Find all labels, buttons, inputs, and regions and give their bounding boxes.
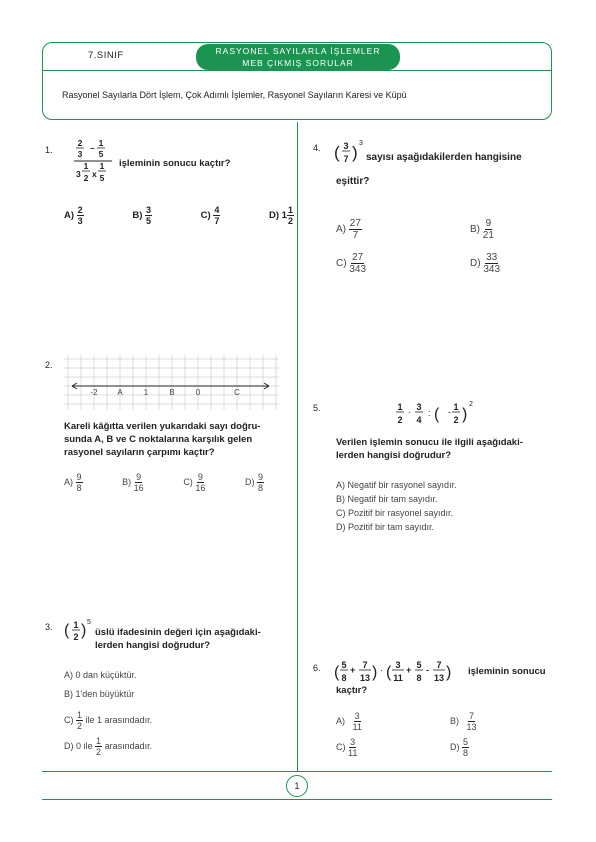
footer-line-bottom bbox=[42, 799, 552, 800]
svg-text:5: 5 bbox=[98, 149, 104, 159]
axis-label-0: 0 bbox=[195, 388, 201, 397]
q2-number-line bbox=[64, 355, 279, 410]
q1-expression bbox=[72, 138, 120, 188]
svg-text:): ) bbox=[352, 143, 358, 162]
svg-text:1: 1 bbox=[397, 402, 403, 412]
svg-text:2: 2 bbox=[453, 415, 459, 425]
svg-text:+: + bbox=[350, 665, 356, 675]
svg-text:3: 3 bbox=[77, 149, 83, 159]
svg-text:13: 13 bbox=[433, 673, 445, 683]
svg-text:7: 7 bbox=[343, 154, 349, 164]
svg-text:4: 4 bbox=[416, 415, 422, 425]
q4-number: 4. bbox=[313, 143, 321, 153]
grade-label: 7.SINIF bbox=[88, 50, 124, 61]
q1-option-b[interactable]: B) $\frac{3}{5}$ bbox=[132, 205, 152, 226]
svg-text:8: 8 bbox=[416, 673, 422, 683]
header-divider bbox=[42, 70, 552, 71]
svg-text:7: 7 bbox=[362, 660, 368, 670]
svg-text:(: ( bbox=[434, 406, 440, 423]
q6-question-2: kaçtır? bbox=[336, 685, 368, 696]
svg-text::: : bbox=[428, 408, 431, 418]
q5-expression bbox=[390, 398, 480, 428]
q2-option-a[interactable]: A) $\frac{9}{8}$ bbox=[64, 472, 82, 493]
q6-option-d[interactable]: D) $\frac{5}{8}$ bbox=[450, 737, 469, 758]
svg-text:): ) bbox=[372, 664, 378, 681]
q5-question: Verilen işlemin sonucu ile ilgili aşağıdaki- lerden hangisi doğrudur? bbox=[336, 437, 523, 461]
q1-question: işleminin sonucu kaçtır? bbox=[119, 158, 231, 169]
svg-text:·: · bbox=[380, 665, 383, 675]
svg-text:8: 8 bbox=[341, 673, 347, 683]
q1-options bbox=[64, 205, 294, 226]
footer-line-top bbox=[42, 771, 552, 772]
svg-text:3: 3 bbox=[76, 169, 81, 179]
q2-option-d[interactable]: D) $\frac{9}{8}$ bbox=[244, 472, 263, 493]
svg-text:3: 3 bbox=[416, 402, 422, 412]
svg-text:7: 7 bbox=[436, 660, 442, 670]
svg-text:(: ( bbox=[334, 143, 340, 162]
axis-label-b: B bbox=[169, 388, 175, 397]
q4-option-a[interactable]: A) $\frac{27}{7}$ bbox=[336, 218, 361, 241]
svg-text:5: 5 bbox=[341, 660, 347, 670]
axis-label-neg2: -2 bbox=[90, 388, 98, 397]
topics-text: Rasyonel Sayılarla Dört İşlem, Çok Adımlı İşlemler, Rasyonel Sayıların Karesi ve Küpü bbox=[62, 90, 407, 100]
svg-text:1: 1 bbox=[99, 161, 105, 171]
q3-option-c[interactable]: C) $\frac{1}{2}$ ile 1 arasındadır. bbox=[64, 710, 153, 731]
q3-number: 3. bbox=[45, 622, 53, 632]
q3-option-d[interactable]: D) 0 ile $\frac{1}{2}$ arasındadır. bbox=[64, 736, 153, 757]
q1-option-a[interactable]: A) $\frac{2}{3}$ bbox=[64, 205, 83, 226]
page-number: 1 bbox=[286, 775, 308, 797]
svg-text:-: - bbox=[448, 407, 451, 417]
q5-option-b[interactable]: B) Negatif bir tam sayıdır. bbox=[336, 494, 438, 504]
q3-option-a[interactable]: A) 0 dan küçüktür. bbox=[64, 670, 137, 680]
svg-text:+: + bbox=[406, 665, 412, 675]
q1-option-d[interactable]: D) 1 $\frac{1}{2}$ bbox=[268, 205, 293, 226]
svg-text:): ) bbox=[462, 406, 468, 423]
q2-options bbox=[64, 472, 264, 493]
svg-text:x: x bbox=[92, 169, 97, 179]
svg-text:(: ( bbox=[334, 664, 340, 681]
q6-question-1: işleminin sonucu bbox=[468, 666, 546, 677]
svg-text:3: 3 bbox=[343, 141, 349, 151]
q4-option-b[interactable]: B) $\frac{9}{21}$ bbox=[470, 218, 494, 241]
q6-option-b[interactable]: B) $\frac{7}{13}$ bbox=[450, 711, 477, 732]
q1-number: 1. bbox=[45, 145, 53, 155]
q4-question: sayısı aşağıdakilerden hangisine eşittir? bbox=[336, 152, 522, 187]
q2-number: 2. bbox=[45, 360, 53, 370]
svg-text:2: 2 bbox=[469, 401, 473, 408]
svg-text:2: 2 bbox=[83, 173, 89, 183]
svg-text:–: – bbox=[90, 143, 95, 153]
axis-label-c: C bbox=[234, 388, 240, 397]
svg-text:1: 1 bbox=[453, 402, 459, 412]
svg-text:2: 2 bbox=[77, 138, 83, 148]
q6-option-c[interactable]: C) $\frac{3}{11}$ bbox=[336, 737, 358, 758]
svg-text:13: 13 bbox=[359, 673, 371, 683]
svg-text:2: 2 bbox=[397, 415, 403, 425]
q4-option-c[interactable]: C) $\frac{27}{343}$ bbox=[336, 252, 367, 275]
q4-option-d[interactable]: D) $\frac{33}{343}$ bbox=[470, 252, 501, 275]
q2-option-c[interactable]: C) $\frac{9}{16}$ bbox=[183, 472, 206, 493]
q5-option-d[interactable]: D) Pozitif bir tam sayıdır. bbox=[336, 522, 435, 532]
svg-text:-: - bbox=[426, 665, 429, 675]
q3-option-b[interactable]: B) 1'den büyüktür bbox=[64, 689, 135, 699]
title-line-1: RASYONEL SAYILARLA İŞLEMLER bbox=[215, 46, 381, 56]
title-line-2: MEB ÇIKMIŞ SORULAR bbox=[242, 58, 354, 68]
q2-option-b[interactable]: B) $\frac{9}{16}$ bbox=[122, 472, 144, 493]
q5-number: 5. bbox=[313, 403, 321, 413]
svg-text:): ) bbox=[81, 622, 87, 639]
svg-text:5: 5 bbox=[416, 660, 422, 670]
svg-text:1: 1 bbox=[98, 138, 104, 148]
axis-label-1: 1 bbox=[143, 388, 149, 397]
svg-text:2: 2 bbox=[73, 632, 79, 642]
q1-option-c[interactable]: C) $\frac{4}{7}$ bbox=[200, 205, 220, 226]
q5-option-c[interactable]: C) Pozitif bir rasyonel sayıdır. bbox=[336, 508, 454, 518]
svg-text:5: 5 bbox=[99, 173, 105, 183]
svg-text:11: 11 bbox=[393, 673, 403, 683]
title-badge bbox=[196, 44, 400, 70]
svg-text:1: 1 bbox=[83, 161, 89, 171]
svg-text:3: 3 bbox=[395, 660, 401, 670]
svg-text:1: 1 bbox=[73, 620, 79, 630]
q6-option-a[interactable]: A) $\frac{3}{11}$ bbox=[336, 711, 362, 732]
svg-text:5: 5 bbox=[87, 619, 91, 626]
svg-text:3: 3 bbox=[359, 140, 363, 147]
svg-text:(: ( bbox=[64, 622, 70, 639]
svg-text:·: · bbox=[408, 407, 411, 417]
q5-option-a[interactable]: A) Negatif bir rasyonel sayıdır. bbox=[336, 480, 457, 490]
q3-expression bbox=[64, 615, 94, 645]
svg-text:): ) bbox=[446, 664, 452, 681]
q2-question: Kareli kâğıtta verilen yukarıdaki sayı doğru- sunda A, B ve C noktalarına karşılık gelen rasyonel sayıların çarpımı kaçtır? bbox=[64, 421, 261, 458]
q6-number: 6. bbox=[313, 663, 321, 673]
axis-label-a: A bbox=[117, 388, 123, 397]
q3-question: üslü ifadesinin değeri için aşağıdaki- lerden hangisi doğrudur? bbox=[95, 627, 261, 651]
svg-text:(: ( bbox=[386, 664, 392, 681]
column-divider bbox=[297, 122, 298, 772]
